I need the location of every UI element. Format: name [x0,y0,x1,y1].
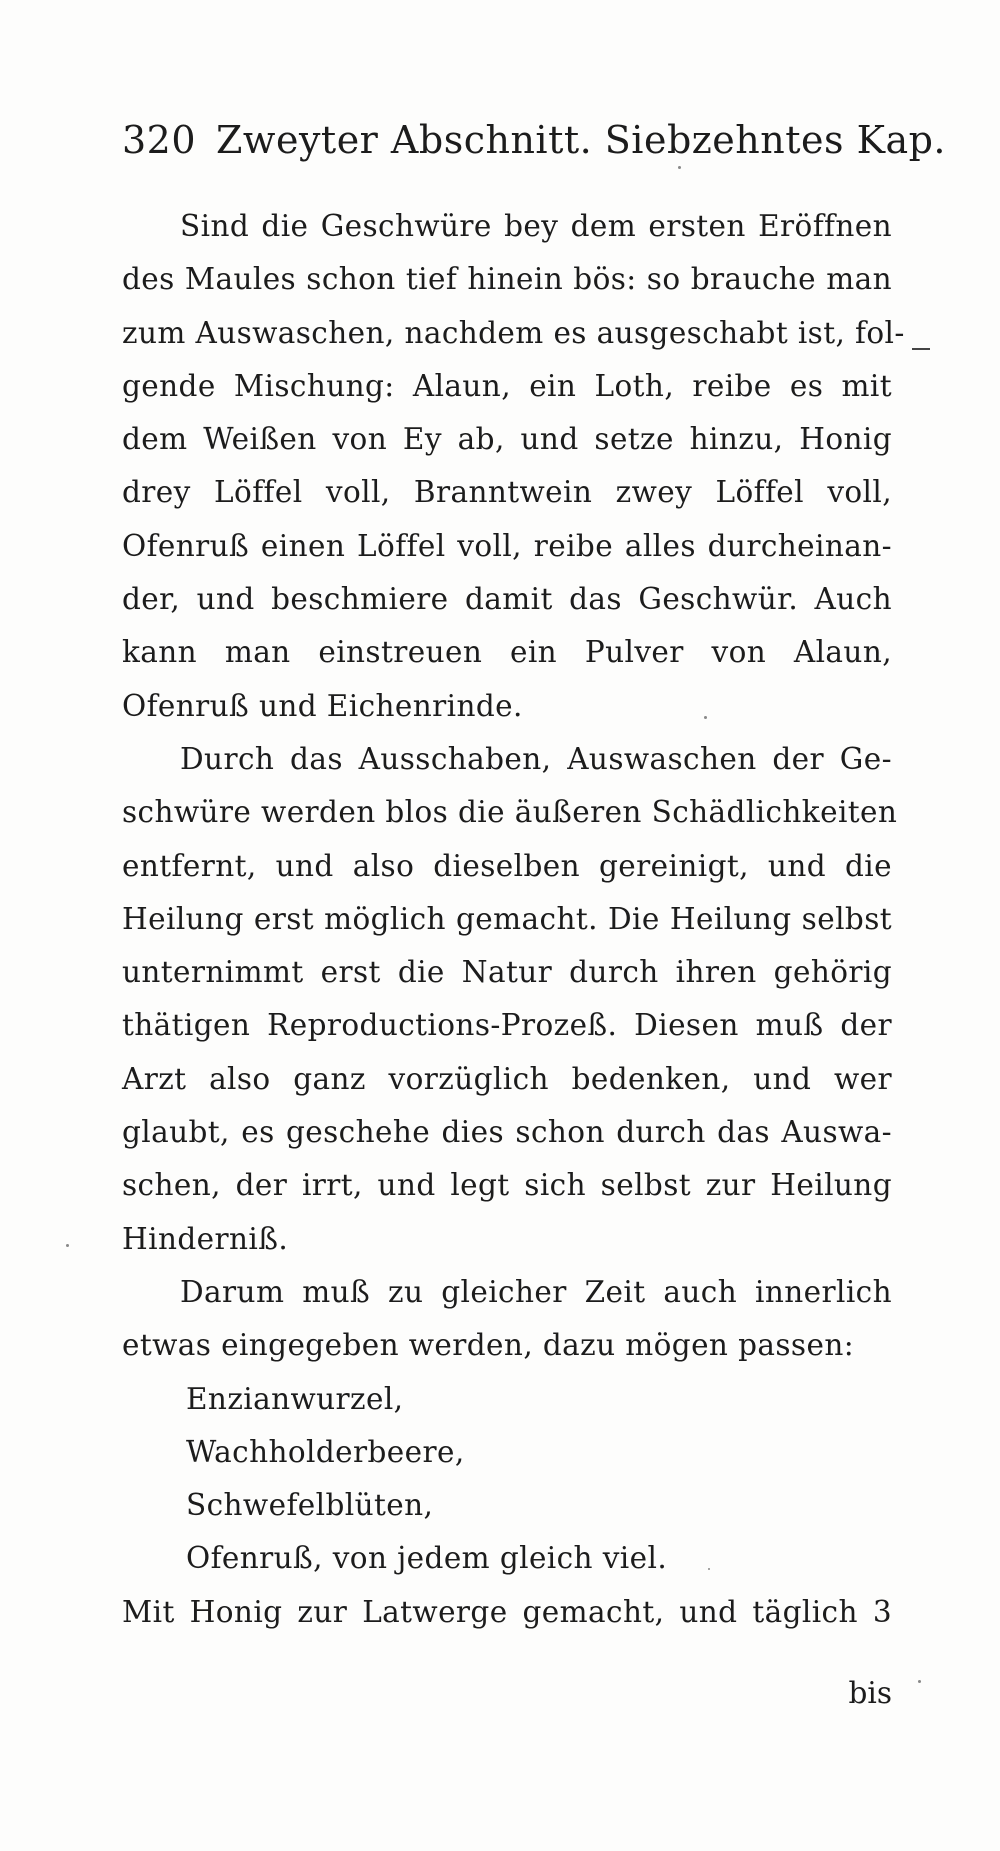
ink-speck [918,1680,921,1683]
text-line: drey Löffel voll, Branntwein zwey Löffel voll, [122,475,892,510]
list-item: Enzianwurzel, [186,1381,404,1416]
text-line: Sind die Geschwüre bey dem ersten Eröffnen [180,209,892,243]
list-item: Ofenruß, von jedem gleich viel. [186,1541,668,1576]
text-line: kann man einstreuen ein Pulver von Alaun, [122,635,892,670]
text-line: zum Auswaschen, nachdem es ausgeschabt ist, fol- [122,315,905,350]
text-line: entfernt, und also dieselben gereinigt, und die [122,848,892,883]
running-title: Zweyter Abschnitt. Siebzehntes Kap. [216,118,947,162]
text-line: dem Weißen von Ey ab, und setze hinzu, Honig [122,422,892,457]
text-line: gende Mischung: Alaun, ein Loth, reibe es mit [122,368,892,403]
margin-mark [912,348,930,350]
text-line: Hinderniß. [122,1221,289,1256]
ink-speck [66,1244,69,1247]
text-line: schwüre werden blos die äußeren Schädlichkeiten [122,795,898,830]
text-line: schen, der irrt, und legt sich selbst zur Heilung [122,1168,892,1203]
text-line: Arzt also ganz vorzüglich bedenken, und wer [122,1061,892,1096]
ink-speck [708,1568,710,1570]
page-number: 320 [122,118,197,162]
ink-speck [678,166,681,169]
list-item: Schwefelblüten, [186,1488,434,1523]
text-line: Ofenruß und Eichenrinde. [122,688,523,723]
text-line: thätigen Reproductions-Prozeß. Diesen muß der [122,1008,892,1043]
catchword: bis [848,1676,892,1710]
running-header [122,118,947,162]
text-line: der, und beschmiere damit das Geschwür. Auch [122,582,892,617]
text-line: Mit Honig zur Latwerge gemacht, und täglich 3 [122,1594,892,1629]
text-line: glaubt, es geschehe dies schon durch das Auswa- [122,1115,892,1150]
text-line: Durch das Ausschaben, Auswaschen der Ge- [180,741,892,776]
text-line: Heilung erst möglich gemacht. Die Heilung selbst [122,901,892,936]
body-text [122,200,905,1639]
list-item: Wachholderbeere, [186,1434,465,1469]
text-line: etwas eingegeben werden, dazu mögen passen: [122,1328,855,1363]
text-line: Ofenruß einen Löffel voll, reibe alles durcheinan- [122,528,892,563]
text-line: Darum muß zu gleicher Zeit auch innerlich [180,1274,892,1309]
ink-speck [704,716,707,719]
text-line: unternimmt erst die Natur durch ihren gehörig [122,955,892,990]
text-line: des Maules schon tief hinein bös: so brauche man [122,262,892,297]
